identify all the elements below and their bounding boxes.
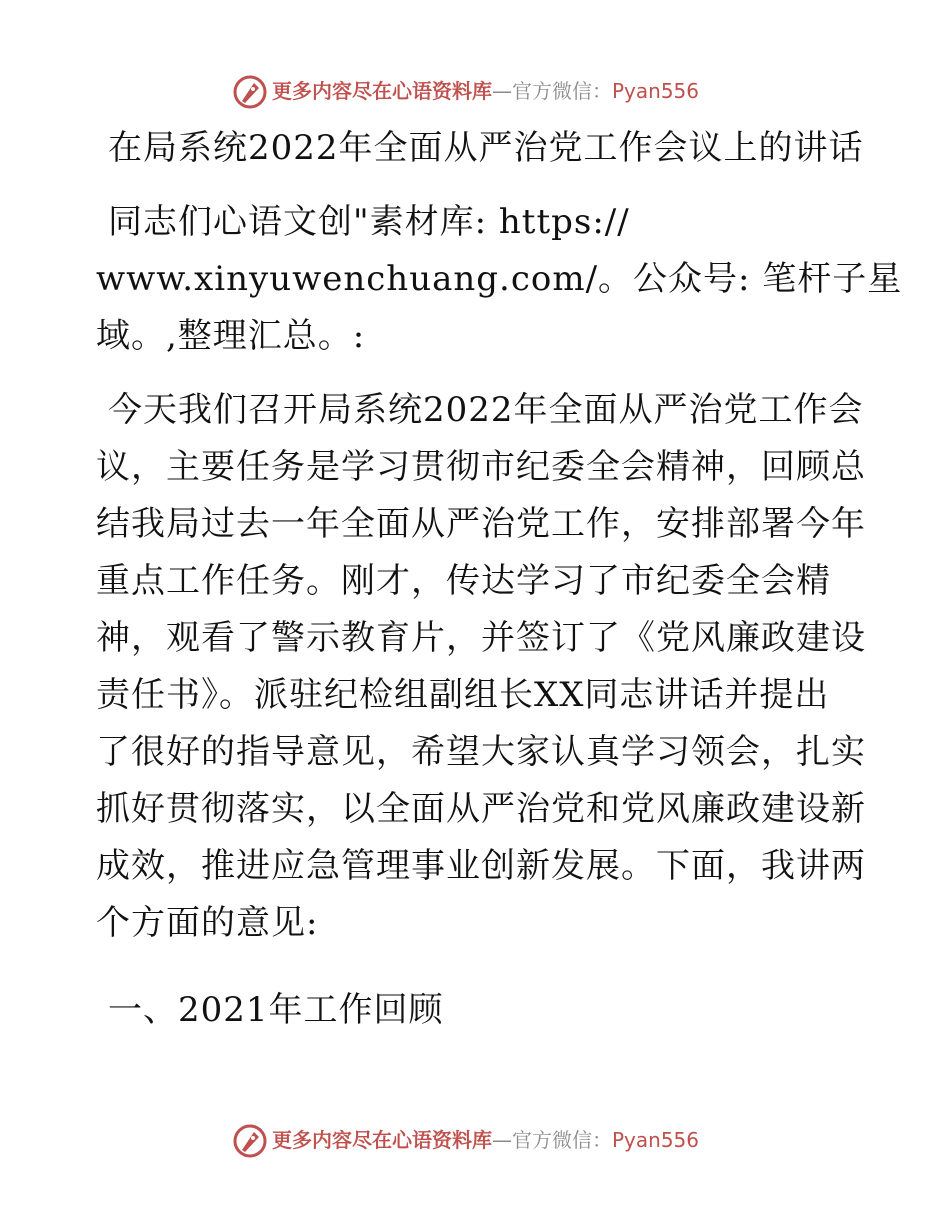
- banner-wechat-id: Pyan556: [612, 1128, 700, 1152]
- section-heading: 一、2021年工作回顾: [108, 990, 444, 1030]
- body-line: 议，主要任务是学习贯彻市纪委全会精神，回顾总: [96, 447, 866, 487]
- intro-line: 同志们心语文创"素材库: https://: [108, 202, 630, 242]
- banner-dash: —官方微信：: [492, 79, 612, 103]
- banner-text: [272, 78, 699, 104]
- footer-banner: [0, 1121, 950, 1161]
- body-line: 重点工作任务。刚才，传达学习了市纪委全会精: [96, 561, 831, 601]
- banner-slogan: 更多内容尽在心语资料库: [272, 1128, 492, 1152]
- body-line: 成效，推进应急管理事业创新发展。下面，我讲两: [96, 846, 866, 886]
- banner-text: [272, 1127, 699, 1153]
- body-line: 抓好贯彻落实，以全面从严治党和党风廉政建设新: [96, 789, 866, 829]
- document-title: 在局系统2022年全面从严治党工作会议上的讲话: [108, 128, 864, 168]
- intro-line: 域。,整理汇总。:: [96, 316, 366, 356]
- body-line: 结我局过去一年全面从严治党工作，安排部署今年: [96, 504, 866, 544]
- banner-dash: —官方微信：: [492, 1128, 612, 1152]
- header-banner: [0, 72, 950, 112]
- intro-line: www.xinyuwenchuang.com/。公众号: 笔杆子星: [96, 259, 903, 299]
- body-line: 今天我们召开局系统2022年全面从严治党工作会: [108, 390, 864, 430]
- body-line: 了很好的指导意见，希望大家认真学习领会，扎实: [96, 732, 866, 772]
- banner-slogan: 更多内容尽在心语资料库: [272, 79, 492, 103]
- body-line: 个方面的意见:: [96, 903, 319, 943]
- pen-nib-logo-icon: [232, 74, 268, 110]
- pen-nib-logo-icon: [232, 1123, 268, 1159]
- banner-wechat-id: Pyan556: [612, 79, 700, 103]
- body-line: 神，观看了警示教育片，并签订了《党风廉政建设: [96, 618, 866, 658]
- body-line: 责任书》。派驻纪检组副组长XX同志讲话并提出: [96, 675, 830, 715]
